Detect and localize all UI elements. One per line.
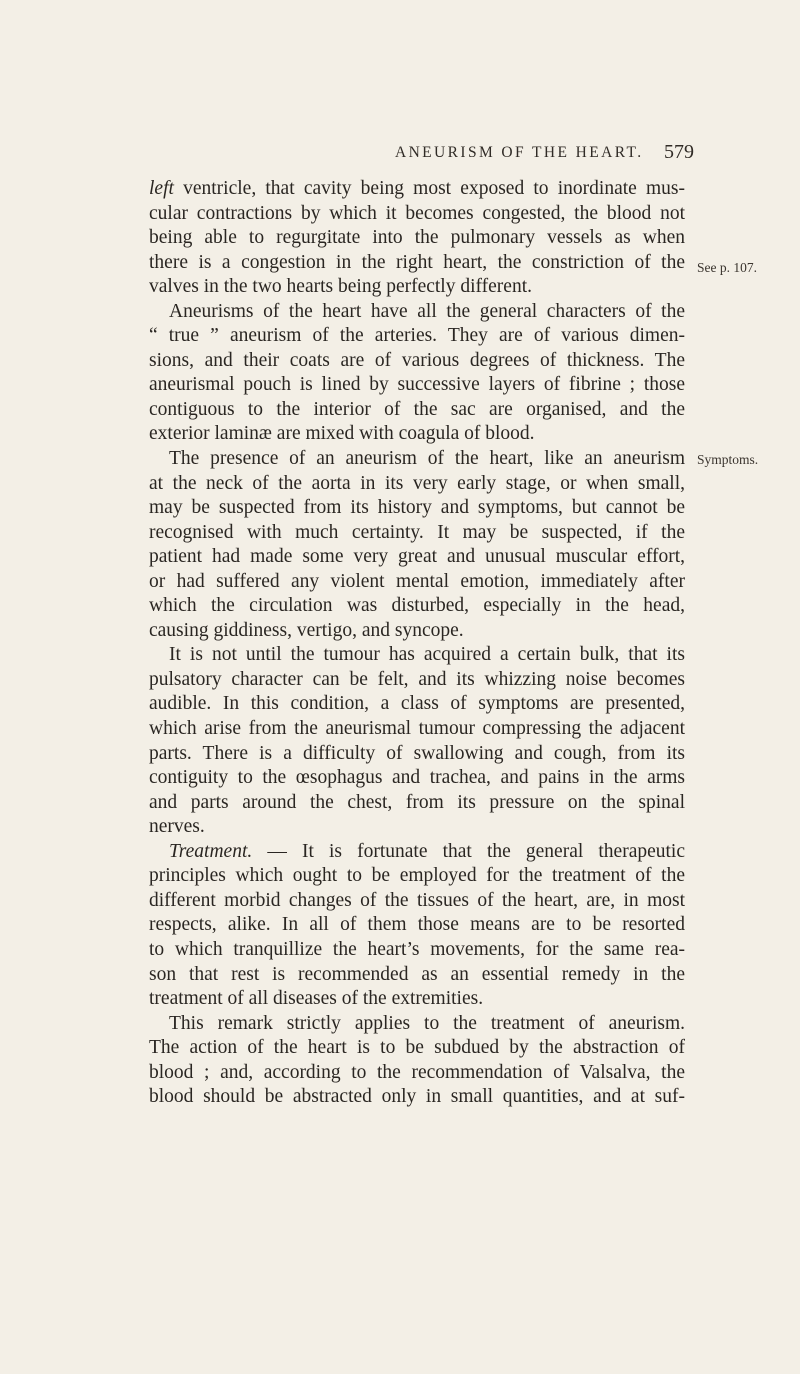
line-text: ventricle, that cavity being most exposed to inordinate mus- [173,178,685,199]
text-line: at the neck of the aorta in its very early stage, or when small, [149,472,685,494]
text-line: causing giddiness, vertigo, and syncope. [149,619,464,641]
body-text [149,177,685,1110]
section-heading-treatment: Treatment. [169,840,253,862]
margin-note-symptoms: Symptoms. [697,452,759,467]
text-line: son that rest is recommended as an essential remedy in the [149,963,685,985]
text-line: to which tranquillize the heart’s movements, for the same rea- [149,938,685,960]
text-line: principles which ought to be employed for the treatment of the [149,865,685,887]
text-line: and parts around the chest, from its pressure on the spinal [149,791,685,813]
text-line: being able to regurgitate into the pulmonary vessels as when [149,227,685,249]
text-line: or had suffered any violent mental emotion, immediately after [149,570,685,592]
text-line: which arise from the aneurismal tumour compressing the adjacent [149,718,685,740]
page-number: 579 [664,141,694,163]
text-line: blood ; and, according to the recommendation of Valsalva, the [149,1061,685,1083]
text-line [149,840,685,865]
text-line: contiguous to the interior of the sac are organised, and the [149,398,685,420]
text-line: nerves. [149,816,205,838]
text-line: The action of the heart is to be subdued by the abstraction of [149,1037,685,1059]
text-line: sions, and their coats are of various degrees of thickness. The [149,349,685,371]
text-line: valves in the two hearts being perfectly different. [149,276,533,298]
italic-word: left [149,178,174,199]
running-head: ANEURISM OF THE HEART. [395,144,644,161]
text-line: treatment of all diseases of the extremities. [149,988,484,1010]
text-line: pulsatory character can be felt, and its whizzing noise becomes [149,668,685,690]
text-line: Aneurisms of the heart have all the general characters of the [169,300,685,322]
text-line: aneurismal pouch is lined by successive layers of fibrine ; those [149,374,685,396]
text-line: blood should be abstracted only in small quantities, and at suf- [149,1086,685,1108]
text-line: patient had made some very great and unusual muscular effort, [149,546,685,568]
text-line: It is not until the tumour has acquired a certain bulk, that its [169,644,685,666]
text-line: audible. In this condition, a class of symptoms are presented, [149,693,685,715]
text-line: “ true ” aneurism of the arteries. They are of various dimen- [149,325,685,347]
text-line: exterior laminæ are mixed with coagula of blood. [149,423,535,445]
text-line: recognised with much certainty. It may be suspected, if the [149,521,685,543]
text-line: which the circulation was disturbed, especially in the head, [149,595,685,617]
text-line: The presence of an aneurism of the heart, like an aneurism [169,448,685,470]
text-line: there is a congestion in the right heart, the constriction of the [149,251,685,273]
line-text: — It is fortunate that the general therapeutic [252,840,685,862]
text-line: contiguity to the œsophagus and trachea, and pains in the arms [149,767,685,789]
text-line: may be suspected from its history and symptoms, but cannot be [149,497,685,519]
text-line: cular contractions by which it becomes congested, the blood not [149,202,685,224]
page-header [395,141,695,170]
text-line: This remark strictly applies to the treatment of aneurism. [169,1012,685,1034]
text-line: different morbid changes of the tissues of the heart, are, in most [149,889,685,911]
text-line: parts. There is a difficulty of swallowing and cough, from its [149,742,685,764]
text-line [149,177,685,202]
text-line: respects, alike. In all of them those means are to be resorted [149,914,685,936]
margin-note-see-page: See p. 107. [697,260,757,275]
